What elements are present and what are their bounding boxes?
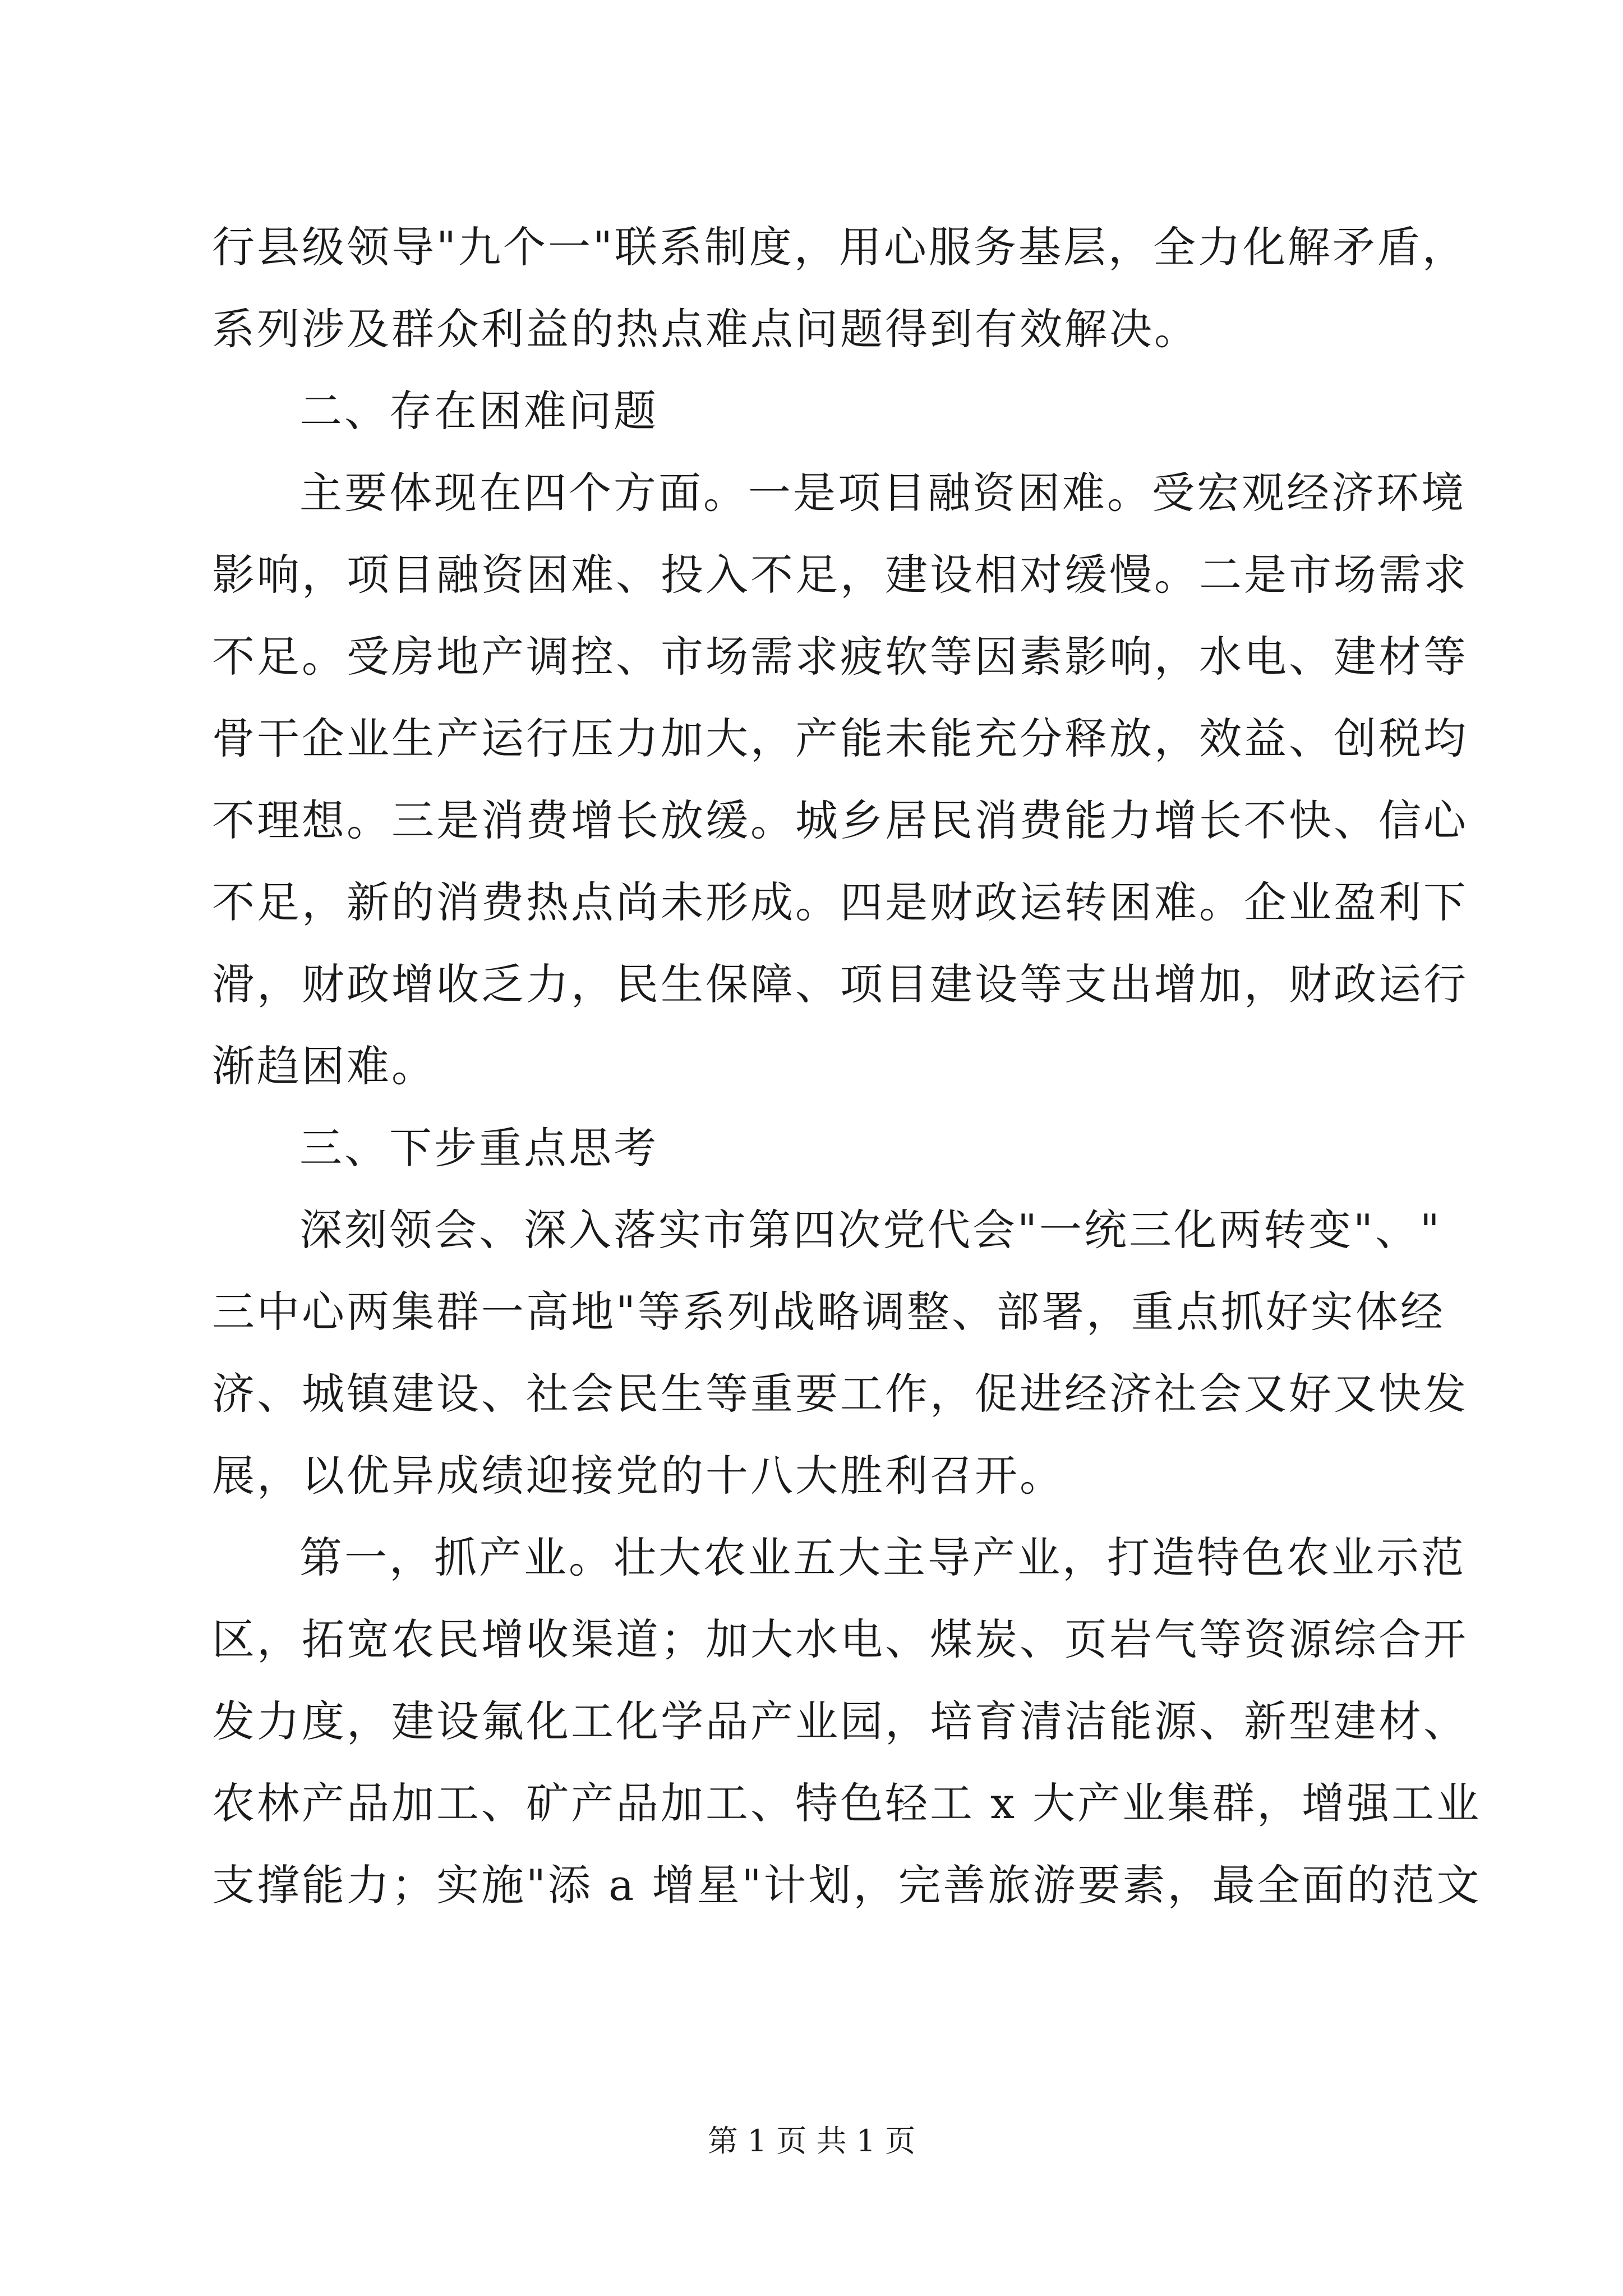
text-line: 农林产品加工、矿产品加工、特色轻工 x 大产业集群，增强工业	[212, 1778, 1482, 1828]
text-line: 展，以优异成绩迎接党的十八大胜利召开。	[212, 1451, 1064, 1501]
document-body	[212, 206, 1482, 1926]
text-line: 滑，财政增收乏力，民生保障、项目建设等支出增加，财政运行	[212, 959, 1468, 1009]
section-heading: 三、下步重点思考	[299, 1123, 658, 1173]
text-line: 支撑能力；实施"添 a 增星"计划，完善旅游要素，最全面的范文	[212, 1860, 1482, 1910]
text-line: 第一，抓产业。壮大农业五大主导产业，打造特色农业示范	[299, 1533, 1466, 1582]
text-line: 不足。受房地产调控、市场需求疲软等因素影响，水电、建材等	[212, 632, 1468, 682]
text-line: 发力度，建设氟化工化学品产业园，培育清洁能源、新型建材、	[212, 1696, 1468, 1746]
text-line: 三中心两集群一高地"等系列战略调整、部署，重点抓好实体经	[212, 1287, 1445, 1337]
text-line: 区，拓宽农民增收渠道；加大水电、煤炭、页岩气等资源综合开	[212, 1614, 1468, 1664]
text-line: 行县级领导"九个一"联系制度，用心服务基层，全力化解矛盾，	[212, 222, 1467, 272]
text-line: 渐趋困难。	[212, 1041, 436, 1091]
text-line: 济、城镇建设、社会民生等重要工作，促进经济社会又好又快发	[212, 1369, 1468, 1419]
text-line: 骨干企业生产运行压力加大，产能未能充分释放，效益、创税均	[212, 714, 1468, 763]
text-line: 不理想。三是消费增长放缓。城乡居民消费能力增长不快、信心	[212, 795, 1468, 845]
section-heading: 二、存在困难问题	[299, 386, 658, 436]
text-line: 深刻领会、深入落实市第四次党代会"一统三化两转变"、"	[299, 1205, 1442, 1255]
text-line: 主要体现在四个方面。一是项目融资困难。受宏观经济环境	[299, 468, 1466, 518]
text-line: 系列涉及群众利益的热点难点问题得到有效解决。	[212, 304, 1199, 354]
text-line: 影响，项目融资困难、投入不足，建设相对缓慢。二是市场需求	[212, 550, 1468, 600]
page-number-footer: 第 1 页 共 1 页	[707, 2123, 916, 2159]
text-line: 不足，新的消费热点尚未形成。四是财政运转困难。企业盈利下	[212, 877, 1468, 927]
